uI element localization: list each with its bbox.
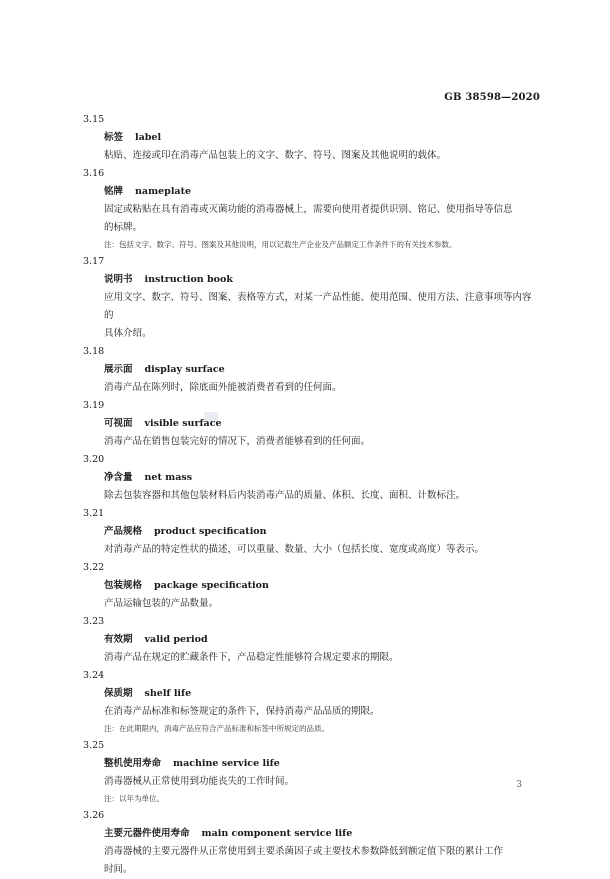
term-heading <box>83 129 538 147</box>
term-chinese: 标签 <box>104 132 124 143</box>
term-entry <box>83 737 538 807</box>
definition-text: 消毒器械的主要元器件从正常使用到主要杀菌因子或主要技术参数降低到额定值下限的累计工作 <box>104 846 504 857</box>
term-entry <box>83 807 538 879</box>
term-heading <box>83 523 538 541</box>
term-english: valid period <box>144 634 208 645</box>
term-entry <box>83 451 538 505</box>
term-heading <box>83 361 538 379</box>
definition-text: 消毒产品在规定的贮藏条件下，产品稳定性能够符合规定要求的期限。 <box>104 652 399 663</box>
definition-text: 时间。 <box>104 864 133 875</box>
definition-text: 具体介绍。 <box>104 328 152 339</box>
term-english: shelf life <box>144 688 192 699</box>
term-heading <box>83 685 538 703</box>
term-heading <box>83 183 538 201</box>
term-heading <box>83 825 538 843</box>
definition-text: 对消毒产品的特定性状的描述，可以重量、数量、大小（包括长度、宽度或高度）等表示。 <box>104 544 485 555</box>
note-text: 注：包括文字、数字、符号、图案及其他说明，用以记载生产企业及产品额定工作条件下的有关技术参数。 <box>104 240 457 249</box>
definition-text: 粘贴、连接或印在消毒产品包装上的文字、数字、符号、图案及其他说明的载体。 <box>104 150 447 161</box>
term-chinese: 产品规格 <box>104 526 143 537</box>
term-chinese: 可视面 <box>104 418 133 429</box>
term-english: visible surface <box>144 418 222 429</box>
definition-text: 消毒产品在陈列时，除底面外能被消费者看到的任何面。 <box>104 382 342 393</box>
clause-number: 3.18 <box>83 346 105 357</box>
term-english: nameplate <box>135 186 192 197</box>
term-chinese: 有效期 <box>104 634 133 645</box>
definition-text: 消毒器械从正常使用到功能丧失的工作时间。 <box>104 776 295 787</box>
definition-text: 固定或粘贴在具有消毒或灭菌功能的消毒器械上，需要向使用者提供识别、铭记、使用指导等信息 <box>104 204 513 215</box>
clause-number: 3.15 <box>83 114 105 125</box>
definition-text: 的标牌。 <box>104 222 143 233</box>
clause-number: 3.21 <box>83 508 105 519</box>
term-entry <box>83 343 538 397</box>
term-heading <box>83 577 538 595</box>
clause-number: 3.25 <box>83 740 105 751</box>
clause-number: 3.16 <box>83 168 105 179</box>
definition-text: 在消毒产品标准和标签规定的条件下，保持消毒产品品质的期限。 <box>104 706 380 717</box>
term-english: label <box>135 132 162 143</box>
term-heading <box>83 415 538 433</box>
term-english: display surface <box>144 364 225 375</box>
terms-list <box>83 111 538 879</box>
term-entry <box>83 111 538 165</box>
clause-number: 3.19 <box>83 400 105 411</box>
term-chinese: 展示面 <box>104 364 133 375</box>
term-english: product specification <box>154 526 267 537</box>
term-entry <box>83 505 538 559</box>
term-chinese: 铭牌 <box>104 186 124 197</box>
term-entry <box>83 397 538 451</box>
definition-text: 消毒产品在销售包装完好的情况下，消费者能够看到的任何面。 <box>104 436 371 447</box>
clause-number: 3.17 <box>83 256 105 267</box>
term-heading <box>83 271 538 289</box>
term-chinese: 净含量 <box>104 472 133 483</box>
definition-text: 除去包装容器和其他包装材料后内装消毒产品的质量、体积、长度、面积、计数标注。 <box>104 490 466 501</box>
term-entry <box>83 613 538 667</box>
term-english: main component service life <box>201 828 353 839</box>
term-english: net mass <box>144 472 193 483</box>
standard-number: GB 38598—2020 <box>444 92 540 103</box>
term-entry <box>83 165 538 253</box>
definition-text: 应用文字、数字、符号、图案、表格等方式，对某一产品性能、使用范围、使用方法、注意事项等内容的 <box>104 292 532 321</box>
term-entry <box>83 667 538 737</box>
clause-number: 3.22 <box>83 562 105 573</box>
definition-text: 产品运输包装的产品数量。 <box>104 598 219 609</box>
clause-number: 3.20 <box>83 454 105 465</box>
term-english: package specification <box>154 580 269 591</box>
term-heading <box>83 631 538 649</box>
term-chinese: 主要元器件使用寿命 <box>104 828 190 839</box>
term-english: machine service life <box>173 758 280 769</box>
term-chinese: 整机使用寿命 <box>104 758 162 769</box>
term-chinese: 说明书 <box>104 274 133 285</box>
term-entry <box>83 253 538 343</box>
term-chinese: 包装规格 <box>104 580 143 591</box>
clause-number: 3.23 <box>83 616 105 627</box>
term-entry <box>83 559 538 613</box>
term-heading <box>83 755 538 773</box>
clause-number: 3.24 <box>83 670 105 681</box>
note-text: 注：在此期限内，消毒产品应符合产品标准和标签中所规定的品质。 <box>104 724 329 733</box>
term-english: instruction book <box>144 274 233 285</box>
page-number: 3 <box>516 780 522 790</box>
term-heading <box>83 469 538 487</box>
term-chinese: 保质期 <box>104 688 133 699</box>
note-text: 注：以年为单位。 <box>104 794 164 803</box>
clause-number: 3.26 <box>83 810 105 821</box>
